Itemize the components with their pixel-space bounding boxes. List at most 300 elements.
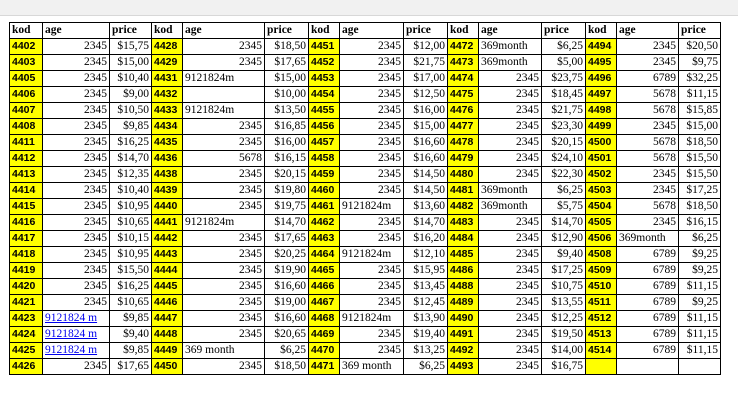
table-row bbox=[10, 247, 721, 263]
kod-cell: 4506 bbox=[586, 231, 617, 247]
age-cell: 2345 bbox=[340, 295, 404, 311]
age-cell: 2345 bbox=[43, 71, 110, 87]
kod-cell: 4458 bbox=[309, 151, 340, 167]
kod-cell: 4447 bbox=[152, 311, 183, 327]
price-cell: $16,20 bbox=[404, 231, 448, 247]
price-cell: $13,90 bbox=[404, 311, 448, 327]
age-cell: 2345 bbox=[43, 87, 110, 103]
table-row bbox=[10, 87, 721, 103]
price-cell: $14,70 bbox=[542, 215, 586, 231]
price-cell: $16,25 bbox=[110, 135, 152, 151]
age-cell: 2345 bbox=[340, 39, 404, 55]
price-cell: $12,45 bbox=[404, 295, 448, 311]
price-cell: $12,50 bbox=[404, 87, 448, 103]
age-cell: 2345 bbox=[479, 231, 542, 247]
age-cell: 2345 bbox=[43, 103, 110, 119]
age-cell: 2345 bbox=[43, 295, 110, 311]
kod-cell: 4405 bbox=[10, 71, 43, 87]
age-cell: 2345 bbox=[340, 231, 404, 247]
kod-cell: 4496 bbox=[586, 71, 617, 87]
kod-cell: 4484 bbox=[448, 231, 479, 247]
price-cell: $14,70 bbox=[110, 151, 152, 167]
table-row bbox=[10, 167, 721, 183]
kod-cell: 4407 bbox=[10, 103, 43, 119]
kod-cell: 4402 bbox=[10, 39, 43, 55]
age-cell: 2345 bbox=[43, 263, 110, 279]
kod-cell: 4416 bbox=[10, 215, 43, 231]
price-cell: $6,25 bbox=[542, 183, 586, 199]
kod-cell: 4429 bbox=[152, 55, 183, 71]
price-cell: $17,00 bbox=[404, 71, 448, 87]
price-cell: $6,25 bbox=[265, 343, 309, 359]
kod-cell: 4471 bbox=[309, 359, 340, 375]
header-age-3: age bbox=[479, 23, 542, 39]
price-table bbox=[9, 22, 721, 375]
kod-cell: 4455 bbox=[309, 103, 340, 119]
kod-cell: 4480 bbox=[448, 167, 479, 183]
price-cell: $19,75 bbox=[265, 199, 309, 215]
age-cell: 2345 bbox=[183, 39, 265, 55]
price-cell: $5,75 bbox=[542, 199, 586, 215]
kod-cell: 4428 bbox=[152, 39, 183, 55]
price-cell: $19,00 bbox=[265, 295, 309, 311]
price-cell: $17,25 bbox=[542, 263, 586, 279]
kod-cell: 4426 bbox=[10, 359, 43, 375]
price-cell: $9,75 bbox=[679, 55, 721, 71]
price-cell: $15,00 bbox=[404, 119, 448, 135]
age-cell: 2345 bbox=[617, 183, 679, 199]
age-cell: 2345 bbox=[340, 183, 404, 199]
age-cell: 5678 bbox=[617, 135, 679, 151]
age-cell: 369month bbox=[479, 39, 542, 55]
age-cell: 2345 bbox=[340, 215, 404, 231]
price-cell: $11,15 bbox=[679, 311, 721, 327]
price-cell: $18,45 bbox=[542, 87, 586, 103]
price-cell: $13,60 bbox=[404, 199, 448, 215]
kod-cell: 4440 bbox=[152, 199, 183, 215]
table-row bbox=[10, 39, 721, 55]
age-cell: 2345 bbox=[183, 199, 265, 215]
kod-cell: 4415 bbox=[10, 199, 43, 215]
price-cell: $9,25 bbox=[679, 247, 721, 263]
price-cell: $16,85 bbox=[265, 119, 309, 135]
kod-cell: 4472 bbox=[448, 39, 479, 55]
price-cell: $15,85 bbox=[679, 103, 721, 119]
age-cell: 2345 bbox=[183, 327, 265, 343]
age-cell: 2345 bbox=[479, 119, 542, 135]
header-price-4: price bbox=[679, 23, 721, 39]
age-cell: 2345 bbox=[479, 263, 542, 279]
kod-cell: 4470 bbox=[309, 343, 340, 359]
header-price-0: price bbox=[110, 23, 152, 39]
price-cell: $10,95 bbox=[110, 199, 152, 215]
price-cell: $10,40 bbox=[110, 183, 152, 199]
age-cell: 2345 bbox=[340, 263, 404, 279]
age-cell: 2345 bbox=[43, 39, 110, 55]
age-cell: 2345 bbox=[479, 311, 542, 327]
age-cell: 2345 bbox=[479, 151, 542, 167]
kod-cell: 4424 bbox=[10, 327, 43, 343]
kod-cell: 4433 bbox=[152, 103, 183, 119]
table-row bbox=[10, 55, 721, 71]
kod-cell: 4474 bbox=[448, 71, 479, 87]
price-cell: $19,90 bbox=[265, 263, 309, 279]
price-cell: $16,15 bbox=[679, 215, 721, 231]
price-cell: $9,40 bbox=[542, 247, 586, 263]
price-cell: $16,00 bbox=[265, 135, 309, 151]
age-cell: 2345 bbox=[340, 103, 404, 119]
price-cell: $9,85 bbox=[110, 311, 152, 327]
age-cell: 2345 bbox=[479, 167, 542, 183]
kod-cell: 4500 bbox=[586, 135, 617, 151]
price-cell: $23,75 bbox=[542, 71, 586, 87]
kod-cell: 4403 bbox=[10, 55, 43, 71]
kod-cell: 4452 bbox=[309, 55, 340, 71]
kod-cell: 4497 bbox=[586, 87, 617, 103]
age-cell: 2345 bbox=[479, 327, 542, 343]
kod-cell: 4488 bbox=[448, 279, 479, 295]
age-cell: 6789 bbox=[617, 247, 679, 263]
price-cell: $22,30 bbox=[542, 167, 586, 183]
table-row bbox=[10, 311, 721, 327]
header-kod-4: kod bbox=[586, 23, 617, 39]
age-cell: 2345 bbox=[479, 295, 542, 311]
price-cell: $10,15 bbox=[110, 231, 152, 247]
age-cell: 2345 bbox=[617, 215, 679, 231]
age-cell: 6789 bbox=[617, 343, 679, 359]
kod-cell: 4456 bbox=[309, 119, 340, 135]
price-cell: $14,70 bbox=[404, 215, 448, 231]
price-cell: $10,00 bbox=[265, 87, 309, 103]
price-cell: $17,25 bbox=[679, 183, 721, 199]
age-cell: 2345 bbox=[43, 151, 110, 167]
kod-cell: 4505 bbox=[586, 215, 617, 231]
age-cell: 2345 bbox=[479, 247, 542, 263]
kod-cell: 4501 bbox=[586, 151, 617, 167]
price-cell: $19,80 bbox=[265, 183, 309, 199]
age-cell: 2345 bbox=[617, 39, 679, 55]
kod-cell: 4483 bbox=[448, 215, 479, 231]
kod-cell: 4479 bbox=[448, 151, 479, 167]
age-cell: 2345 bbox=[479, 87, 542, 103]
age-cell: 5678 bbox=[617, 199, 679, 215]
price-cell: $16,60 bbox=[265, 311, 309, 327]
price-cell: $11,15 bbox=[679, 343, 721, 359]
age-cell: 5678 bbox=[617, 151, 679, 167]
age-link[interactable]: 9121824 m bbox=[43, 311, 110, 327]
price-cell: $9,40 bbox=[110, 327, 152, 343]
age-cell: 2345 bbox=[617, 55, 679, 71]
kod-cell: 4414 bbox=[10, 183, 43, 199]
price-cell: $17,65 bbox=[265, 231, 309, 247]
kod-cell: 4503 bbox=[586, 183, 617, 199]
price-cell: $16,60 bbox=[404, 151, 448, 167]
age-cell: 6789 bbox=[617, 311, 679, 327]
price-cell: $15,75 bbox=[110, 39, 152, 55]
age-cell: 2345 bbox=[340, 151, 404, 167]
table-row bbox=[10, 183, 721, 199]
kod-cell: 4502 bbox=[586, 167, 617, 183]
kod-cell: 4417 bbox=[10, 231, 43, 247]
age-cell: 6789 bbox=[617, 327, 679, 343]
kod-cell: 4448 bbox=[152, 327, 183, 343]
kod-cell: 4441 bbox=[152, 215, 183, 231]
price-cell: $9,85 bbox=[110, 343, 152, 359]
price-cell: $9,25 bbox=[679, 263, 721, 279]
age-cell: 2345 bbox=[43, 183, 110, 199]
table-row bbox=[10, 215, 721, 231]
price-cell: $10,40 bbox=[110, 71, 152, 87]
table-row bbox=[10, 327, 721, 343]
age-cell: 2345 bbox=[479, 215, 542, 231]
price-cell: $19,40 bbox=[404, 327, 448, 343]
age-cell: 6789 bbox=[617, 295, 679, 311]
kod-cell: 4439 bbox=[152, 183, 183, 199]
kod-cell: 4461 bbox=[309, 199, 340, 215]
age-cell: 6789 bbox=[617, 71, 679, 87]
kod-cell: 4492 bbox=[448, 343, 479, 359]
kod-cell: 4465 bbox=[309, 263, 340, 279]
price-cell: $20,15 bbox=[265, 167, 309, 183]
price-cell: $20,65 bbox=[265, 327, 309, 343]
age-cell: 2345 bbox=[43, 247, 110, 263]
kod-cell: 4490 bbox=[448, 311, 479, 327]
age-cell: 2345 bbox=[340, 343, 404, 359]
kod-cell: 4446 bbox=[152, 295, 183, 311]
age-cell: 2345 bbox=[340, 87, 404, 103]
kod-cell: 4508 bbox=[586, 247, 617, 263]
age-cell: 369month bbox=[479, 183, 542, 199]
price-cell: $16,60 bbox=[404, 135, 448, 151]
header-price-3: price bbox=[542, 23, 586, 39]
price-cell: $9,00 bbox=[110, 87, 152, 103]
age-cell: 2345 bbox=[183, 231, 265, 247]
price-cell: $32,25 bbox=[679, 71, 721, 87]
age-cell: 2345 bbox=[340, 135, 404, 151]
kod-cell: 4504 bbox=[586, 199, 617, 215]
price-cell: $16,25 bbox=[110, 279, 152, 295]
price-cell: $11,15 bbox=[679, 87, 721, 103]
age-link[interactable]: 9121824 m bbox=[43, 327, 110, 343]
age-cell: 2345 bbox=[479, 135, 542, 151]
kod-cell: 4482 bbox=[448, 199, 479, 215]
price-cell: $16,75 bbox=[542, 359, 586, 375]
age-cell: 2345 bbox=[43, 215, 110, 231]
price-cell: $16,15 bbox=[265, 151, 309, 167]
kod-cell: 4499 bbox=[586, 119, 617, 135]
kod-cell: 4444 bbox=[152, 263, 183, 279]
price-cell: $9,85 bbox=[110, 119, 152, 135]
price-cell: $15,50 bbox=[110, 263, 152, 279]
age-cell: 369 month bbox=[183, 343, 265, 359]
age-cell: 2345 bbox=[479, 103, 542, 119]
price-cell: $15,00 bbox=[265, 71, 309, 87]
kod-cell: 4431 bbox=[152, 71, 183, 87]
kod-cell: 4438 bbox=[152, 167, 183, 183]
age-cell: 2345 bbox=[479, 359, 542, 375]
age-cell: 2345 bbox=[183, 119, 265, 135]
age-cell: 2345 bbox=[340, 119, 404, 135]
price-cell: $10,75 bbox=[542, 279, 586, 295]
kod-cell: 4463 bbox=[309, 231, 340, 247]
kod-cell: 4406 bbox=[10, 87, 43, 103]
price-cell: $12,10 bbox=[404, 247, 448, 263]
age-cell: 6789 bbox=[617, 263, 679, 279]
kod-cell: 4445 bbox=[152, 279, 183, 295]
kod-cell: 4478 bbox=[448, 135, 479, 151]
kod-cell: 4498 bbox=[586, 103, 617, 119]
age-cell: 2345 bbox=[183, 247, 265, 263]
price-cell: $16,00 bbox=[404, 103, 448, 119]
table-row bbox=[10, 103, 721, 119]
kod-cell: 4420 bbox=[10, 279, 43, 295]
price-cell: $16,60 bbox=[265, 279, 309, 295]
kod-cell: 4412 bbox=[10, 151, 43, 167]
kod-cell: 4513 bbox=[586, 327, 617, 343]
age-cell: 2345 bbox=[183, 311, 265, 327]
price-cell: $15,00 bbox=[110, 55, 152, 71]
price-cell: $21,75 bbox=[542, 103, 586, 119]
kod-cell: 4450 bbox=[152, 359, 183, 375]
table-row bbox=[10, 135, 721, 151]
kod-cell: 4473 bbox=[448, 55, 479, 71]
age-cell: 2345 bbox=[183, 183, 265, 199]
kod-cell bbox=[586, 359, 617, 375]
price-cell: $18,50 bbox=[265, 39, 309, 55]
header-age-0: age bbox=[43, 23, 110, 39]
price-cell: $13,55 bbox=[542, 295, 586, 311]
header-row bbox=[10, 23, 721, 39]
kod-cell: 4435 bbox=[152, 135, 183, 151]
kod-cell: 4418 bbox=[10, 247, 43, 263]
age-link[interactable]: 9121824 m bbox=[43, 343, 110, 359]
age-cell: 2345 bbox=[340, 55, 404, 71]
age-cell: 9121824m bbox=[340, 311, 404, 327]
price-cell: $14,50 bbox=[404, 183, 448, 199]
kod-cell: 4476 bbox=[448, 103, 479, 119]
price-cell: $5,00 bbox=[542, 55, 586, 71]
age-cell: 369month bbox=[617, 231, 679, 247]
age-cell: 2345 bbox=[479, 279, 542, 295]
header-kod-2: kod bbox=[309, 23, 340, 39]
age-cell: 2345 bbox=[183, 167, 265, 183]
age-cell: 2345 bbox=[479, 71, 542, 87]
price-cell: $11,15 bbox=[679, 327, 721, 343]
table-container bbox=[9, 22, 721, 375]
kod-cell: 4459 bbox=[309, 167, 340, 183]
header-age-2: age bbox=[340, 23, 404, 39]
age-cell bbox=[617, 359, 679, 375]
kod-cell: 4514 bbox=[586, 343, 617, 359]
table-row bbox=[10, 119, 721, 135]
age-cell: 9121824m bbox=[183, 71, 265, 87]
kod-cell: 4511 bbox=[586, 295, 617, 311]
price-cell: $14,70 bbox=[265, 215, 309, 231]
kod-cell: 4477 bbox=[448, 119, 479, 135]
table-row bbox=[10, 231, 721, 247]
price-cell: $11,15 bbox=[679, 279, 721, 295]
age-cell: 2345 bbox=[43, 135, 110, 151]
age-cell: 2345 bbox=[479, 343, 542, 359]
age-cell: 2345 bbox=[43, 55, 110, 71]
price-cell: $12,35 bbox=[110, 167, 152, 183]
table-body bbox=[10, 39, 721, 375]
age-cell: 9121824m bbox=[340, 199, 404, 215]
age-cell: 2345 bbox=[43, 231, 110, 247]
price-cell: $15,50 bbox=[679, 167, 721, 183]
kod-cell: 4464 bbox=[309, 247, 340, 263]
kod-cell: 4413 bbox=[10, 167, 43, 183]
table-row bbox=[10, 359, 721, 375]
price-cell: $15,95 bbox=[404, 263, 448, 279]
price-cell bbox=[679, 359, 721, 375]
age-cell: 6789 bbox=[617, 279, 679, 295]
kod-cell: 4449 bbox=[152, 343, 183, 359]
age-cell bbox=[183, 87, 265, 103]
price-cell: $14,50 bbox=[404, 167, 448, 183]
age-cell: 9121824m bbox=[183, 103, 265, 119]
table-row bbox=[10, 71, 721, 87]
table-row bbox=[10, 343, 721, 359]
age-cell: 5678 bbox=[183, 151, 265, 167]
price-cell: $15,00 bbox=[679, 119, 721, 135]
header-age-4: age bbox=[617, 23, 679, 39]
price-cell: $18,50 bbox=[679, 199, 721, 215]
kod-cell: 4481 bbox=[448, 183, 479, 199]
price-cell: $20,50 bbox=[679, 39, 721, 55]
kod-cell: 4509 bbox=[586, 263, 617, 279]
age-cell: 2345 bbox=[340, 279, 404, 295]
kod-cell: 4421 bbox=[10, 295, 43, 311]
price-cell: $18,50 bbox=[265, 359, 309, 375]
header-kod-0: kod bbox=[10, 23, 43, 39]
kod-cell: 4489 bbox=[448, 295, 479, 311]
kod-cell: 4423 bbox=[10, 311, 43, 327]
price-cell: $17,65 bbox=[110, 359, 152, 375]
kod-cell: 4443 bbox=[152, 247, 183, 263]
age-cell: 2345 bbox=[183, 263, 265, 279]
age-cell: 369 month bbox=[340, 359, 404, 375]
kod-cell: 4436 bbox=[152, 151, 183, 167]
age-cell: 2345 bbox=[43, 119, 110, 135]
price-cell: $23,30 bbox=[542, 119, 586, 135]
price-cell: $20,25 bbox=[265, 247, 309, 263]
age-cell: 2345 bbox=[183, 359, 265, 375]
kod-cell: 4432 bbox=[152, 87, 183, 103]
age-cell: 9121824m bbox=[183, 215, 265, 231]
table-row bbox=[10, 263, 721, 279]
kod-cell: 4493 bbox=[448, 359, 479, 375]
table-row bbox=[10, 199, 721, 215]
price-cell: $15,50 bbox=[679, 151, 721, 167]
kod-cell: 4494 bbox=[586, 39, 617, 55]
price-cell: $12,00 bbox=[404, 39, 448, 55]
age-cell: 2345 bbox=[340, 167, 404, 183]
price-cell: $9,25 bbox=[679, 295, 721, 311]
table-row bbox=[10, 151, 721, 167]
header-price-2: price bbox=[404, 23, 448, 39]
price-cell: $13,50 bbox=[265, 103, 309, 119]
age-cell: 2345 bbox=[617, 167, 679, 183]
price-cell: $10,95 bbox=[110, 247, 152, 263]
age-cell: 2345 bbox=[43, 167, 110, 183]
kod-cell: 4425 bbox=[10, 343, 43, 359]
age-cell: 2345 bbox=[340, 71, 404, 87]
price-cell: $20,15 bbox=[542, 135, 586, 151]
price-cell: $18,50 bbox=[679, 135, 721, 151]
kod-cell: 4468 bbox=[309, 311, 340, 327]
price-cell: $12,90 bbox=[542, 231, 586, 247]
